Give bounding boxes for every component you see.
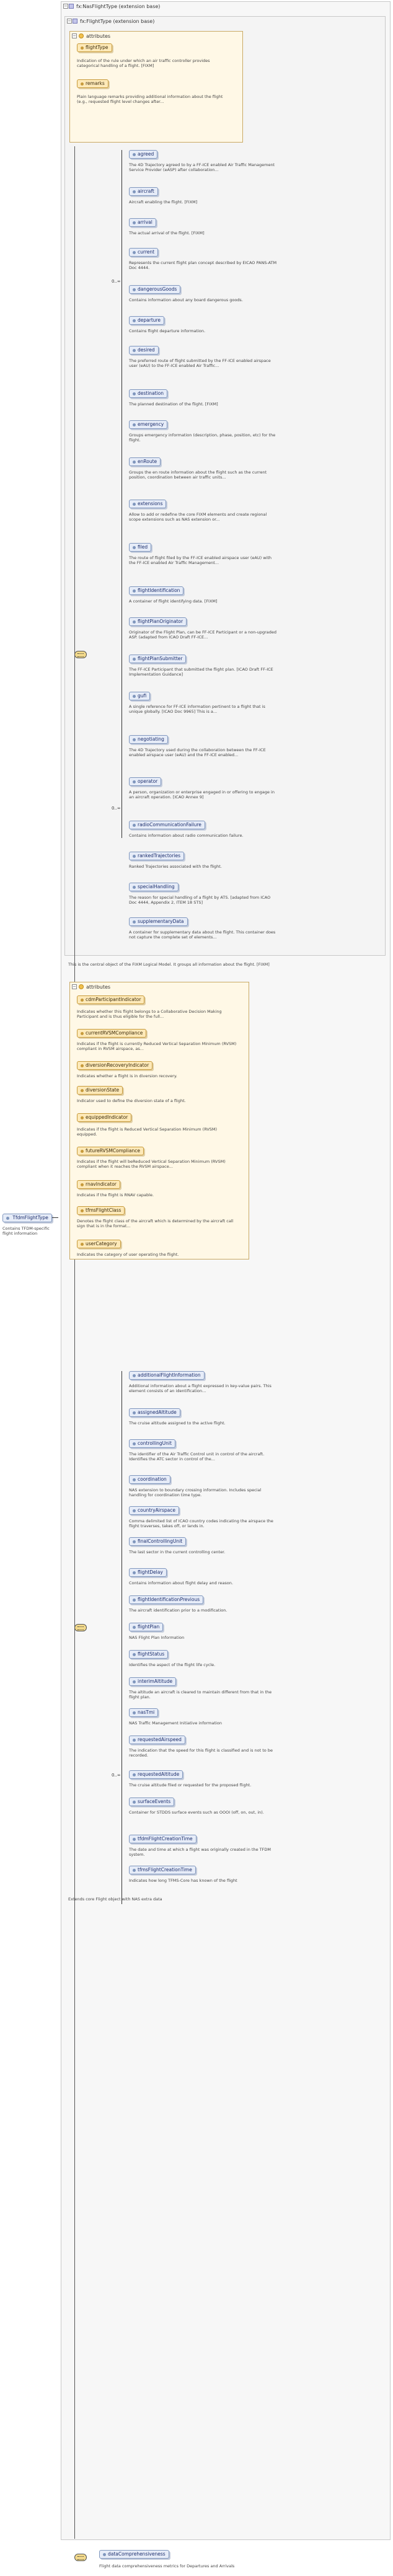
attribute-futureRVSMCompliance[interactable]: [77, 1147, 144, 1155]
element-desc: Contains information about radio communication failure.: [129, 833, 244, 838]
attribute-name: remarks: [86, 81, 105, 86]
main-connector-v: [74, 146, 75, 2539]
element-desired[interactable]: [129, 346, 159, 355]
element-desc: Allow to add or redefine the core FIXM elements and create regional scope extensions such as NAS extension or...: [129, 512, 267, 522]
element-desc: Contains information about flight delay and reason.: [129, 1581, 233, 1586]
element-additionalFlightInformation[interactable]: [129, 1371, 205, 1380]
element-desc: Groups emergency information (description, phase, position, etc) for the flight.: [129, 433, 276, 443]
element-name: tfdmFlightCreationTime: [138, 1836, 193, 1842]
element-name: interimAltitude: [138, 1678, 173, 1684]
element-name: rankedTrajectories: [138, 853, 181, 858]
element-departure[interactable]: [129, 316, 164, 325]
element-name: additionalFlightInformation: [138, 1372, 201, 1378]
attribute-desc: Indicates if the flight is Reduced Vertical Separation Minimum (RVSM) equipped.: [77, 1127, 218, 1137]
element-flightPlan[interactable]: [129, 1623, 163, 1631]
attribute-desc: Plain language remarks providing additional information about the flight (e.g., requested flight level changes after...: [77, 94, 223, 104]
element-aircraft[interactable]: [129, 187, 158, 196]
attributes-label: attributes: [86, 33, 111, 39]
attribute-cdmParticipantIndicator[interactable]: [77, 995, 144, 1004]
element-name: coordination: [138, 1476, 167, 1482]
occurrence-label: 0..∞: [112, 279, 121, 284]
element-name: filed: [138, 544, 148, 550]
collapse-toggle[interactable]: −: [64, 4, 68, 9]
element-desc: Contains information about any board dangerous goods.: [129, 298, 243, 302]
element-desc: The reason for special handling of a flight by ATS. [adapted from ICAO Doc 4444, Appendix 2, ITEM 18 STS]: [129, 895, 271, 905]
element-desc: The 4D Trajectory used during the collaboration between the FF-ICE enabled airspace user (eAU) and the FF-ICE enabled...: [129, 748, 266, 757]
element-destination[interactable]: [129, 389, 167, 398]
element-desc: Container for STDDS surface events such as OOOI (off, on, out, in).: [129, 1810, 264, 1815]
element-name: destination: [138, 390, 164, 396]
attribute-desc: Indicates whether a flight is in diversion recovery.: [77, 1074, 177, 1078]
element-desc: Represents the current flight plan concept described by EICAO PANS-ATM Doc 4444.: [129, 260, 277, 270]
element-name: aircraft: [138, 188, 154, 194]
element-name: requestedAltitude: [138, 1771, 180, 1777]
element-tfdmFlightCreationTime[interactable]: [129, 1835, 196, 1843]
element-desc: NAS Traffic Management Initiative information: [129, 1721, 222, 1726]
attribute-name: diversionRecoveryIndicator: [86, 1062, 149, 1068]
element-desc: The preferred route of flight submitted by the FF-ICE enabled airspace user (eAU) to the FF-ICE enabled Air Traffic...: [129, 358, 271, 368]
element-name: tfmsFlightCreationTime: [138, 1867, 192, 1872]
element-name: radioCommunicationFailure: [138, 822, 201, 827]
element-flightPlanSubmitter[interactable]: [129, 655, 186, 663]
root-type-label: TfdmFlightType: [12, 1215, 48, 1220]
element-requestedAltitude[interactable]: [129, 1770, 183, 1779]
element-name: flightIdentification: [138, 588, 180, 593]
element-desc: A container of flight identifying data. [FIXM]: [129, 599, 218, 604]
attribute-desc: Indicates if the flight is currently Reduced Vertical Separation Minimum (RVSM) compliant in RVSM airspace, as...: [77, 1041, 237, 1051]
element-name: desired: [138, 347, 155, 353]
attribute-name: cdmParticipantIndicator: [86, 997, 141, 1002]
element-desc: Identifies the aspect of the flight life cycle.: [129, 1662, 216, 1667]
element-interimAltitude[interactable]: [129, 1677, 176, 1686]
element-desc: The 4D Trajectory agreed to by a FF-ICE enabled Air Traffic Management Service Provider (eASP) after collaboration...: [129, 162, 275, 172]
collapse-toggle[interactable]: −: [73, 984, 76, 989]
element-assignedAltitude[interactable]: [129, 1408, 180, 1417]
element-desc: The identifier of the Air Traffic Control unit in control of the aircraft. Identifies the ATC sector in control of the...: [129, 1452, 265, 1462]
attribute-currentRVSMCompliance[interactable]: [77, 1029, 146, 1038]
element-desc: Flight data comprehensiveness metrics for Departures and Arrivals: [99, 2564, 235, 2569]
element-name: flightIdentificationPrevious: [138, 1597, 200, 1602]
sequence-icon: [74, 1624, 87, 1631]
element-tfmsFlightCreationTime[interactable]: [129, 1866, 196, 1874]
element-operator[interactable]: [129, 777, 161, 786]
element-desc: Contains flight departure information.: [129, 329, 206, 333]
element-desc: Comma delimited list of ICAO country codes indicating the airspace the flight traverses, takes off, or lands in.: [129, 1519, 273, 1528]
element-name: controllingUnit: [138, 1440, 172, 1446]
outer-panel-desc: Extends core Flight object with NAS extra data: [68, 1897, 162, 1902]
element-dataComprehensiveness[interactable]: [99, 2550, 169, 2559]
root-type-desc: Contains TFDM-specific flight information: [2, 1226, 50, 1236]
collapse-toggle[interactable]: −: [73, 33, 76, 38]
element-current[interactable]: [129, 248, 158, 257]
element-desc: A person, organization or enterprise engaged in or offering to engage in an aircraft operation. [ICAO Annex 9]: [129, 790, 275, 800]
attribute-remarks[interactable]: [77, 79, 108, 88]
sequence-icon: [74, 651, 87, 658]
collapse-toggle[interactable]: −: [68, 19, 71, 24]
attribute-name: rnavIndicator: [86, 1181, 117, 1187]
element-name: requestedAirspeed: [138, 1737, 182, 1742]
element-desc: NAS extension to boundary crossing information. Includes special handling for coordination time type.: [129, 1488, 262, 1498]
attribute-rnavIndicator[interactable]: [77, 1180, 120, 1189]
attribute-desc: Indicates the category of user operating the flight.: [77, 1252, 179, 1257]
attribute-desc: Indicates whether this flight belongs to a Collaborative Decision Making Participant and is thus eligible for the full...: [77, 1009, 222, 1019]
element-name: flightPlan: [138, 1624, 160, 1630]
element-desc: The cruise altitude assigned to the active flight.: [129, 1421, 226, 1426]
element-supplementaryData[interactable]: [129, 917, 188, 926]
element-agreed[interactable]: [129, 150, 157, 159]
element-name: negotiating: [138, 736, 164, 742]
attribute-name: userCategory: [86, 1241, 117, 1246]
element-requestedAirspeed[interactable]: [129, 1736, 185, 1744]
extension-icon: [69, 4, 74, 9]
element-flightStatus[interactable]: [129, 1650, 168, 1659]
element-desc: NAS Flight Plan Information: [129, 1635, 185, 1640]
attributes-icon: [79, 984, 84, 989]
attribute-name: equippedIndicator: [86, 1114, 128, 1120]
element-extensions[interactable]: [129, 500, 166, 508]
attribute-name: diversionState: [86, 1087, 120, 1093]
inner-extension-panel: [64, 16, 386, 956]
element-name: dataComprehensiveness: [108, 2551, 166, 2557]
element-desc: Additional information about a flight expressed in key-value pairs. This element consists of an identification...: [129, 1383, 272, 1393]
element-name: emergency: [138, 421, 164, 427]
attribute-desc: Denotes the flight class of the aircraft which is determined by the aircraft call sign that is in the format...: [77, 1219, 234, 1228]
element-coordination[interactable]: [129, 1475, 170, 1484]
attribute-diversionState[interactable]: [77, 1086, 123, 1095]
element-desc: Indicates how long TFMS-Core has known of the flight: [129, 1878, 237, 1883]
element-desc: The indication that the speed for this flight is classified and is not to be recorded.: [129, 1748, 273, 1758]
element-enRoute[interactable]: [129, 457, 161, 466]
element-negotiating[interactable]: [129, 735, 168, 744]
attribute-name: currentRVSMCompliance: [86, 1030, 143, 1036]
attribute-diversionRecoveryIndicator[interactable]: [77, 1061, 152, 1070]
element-name: departure: [138, 317, 161, 323]
outer-panel-title: fx:NasFlightType (extension base): [76, 4, 161, 9]
element-flightIdentification[interactable]: [129, 586, 183, 595]
element-surfaceEvents[interactable]: [129, 1797, 174, 1806]
element-flightIdentificationPrevious[interactable]: [129, 1595, 203, 1604]
element-gufi[interactable]: [129, 692, 150, 700]
element-name: agreed: [138, 151, 154, 157]
element-desc: The aircraft identification prior to a modification.: [129, 1608, 227, 1613]
element-name: surfaceEvents: [138, 1799, 171, 1804]
attribute-desc: Indicates if the flight is RNAV capable.: [77, 1193, 154, 1198]
element-name: enRoute: [138, 459, 157, 464]
element-name: flightStatus: [138, 1651, 165, 1657]
element-name: extensions: [138, 501, 163, 506]
element-name: flightPlanOriginator: [138, 619, 183, 624]
element-name: gufi: [138, 693, 147, 699]
element-desc: A single reference for FF-ICE information pertinent to a flight that is unique globally. [ICAO Doc 9965] This is a...: [129, 704, 265, 714]
element-name: operator: [138, 779, 158, 784]
element-desc: The last sector in the current controlling center.: [129, 1550, 226, 1555]
attributes-icon: [79, 33, 84, 38]
element-controllingUnit[interactable]: [129, 1439, 175, 1448]
element-specialHandling[interactable]: [129, 883, 179, 891]
connector-line: [52, 1217, 58, 1218]
element-nasTmi[interactable]: [129, 1708, 158, 1717]
branch-connector-v: [121, 150, 122, 838]
element-name: flightDelay: [138, 1569, 163, 1575]
element-name: nasTmi: [138, 1709, 155, 1715]
element-desc: Groups the en route information about the flight such as the current position, coordination between air traffic units...: [129, 470, 267, 480]
element-name: assignedAltitude: [138, 1409, 177, 1415]
element-dangerousGoods[interactable]: [129, 285, 180, 294]
element-countryAirspace[interactable]: [129, 1506, 179, 1515]
element-desc: Ranked Trajectories associated with the flight.: [129, 864, 222, 869]
element-name: flightPlanSubmitter: [138, 656, 183, 661]
attribute-name: futureRVSMCompliance: [86, 1148, 140, 1153]
element-name: supplementaryData: [138, 919, 184, 924]
element-desc: The route of flight filed by the FF-ICE enabled airspace user (eAU) with the FF-ICE enabled Air Traffic Management...: [129, 555, 272, 565]
element-filed[interactable]: [129, 543, 151, 552]
occurrence-label: 0..∞: [112, 1773, 121, 1778]
element-finalControllingUnit[interactable]: [129, 1537, 186, 1546]
inner-panel-title: fx:FlightType (extension base): [80, 19, 155, 24]
sequence-icon: [74, 2554, 87, 2561]
element-flightDelay[interactable]: [129, 1568, 167, 1577]
element-arrival[interactable]: [129, 218, 156, 227]
attribute-name: tfmsFlightClass: [86, 1207, 121, 1213]
attribute-desc: Indicates if the flight will beReduced Vertical Separation Minimum (RVSM) compliant when it reaches the RVSM airspace...: [77, 1159, 226, 1169]
element-desc: The planned destination of the flight. [FIXM]: [129, 402, 218, 407]
element-desc: The date and time at which a flight was originally created in the TFDM system.: [129, 1847, 271, 1857]
attribute-flightType[interactable]: [77, 43, 112, 52]
element-flightPlanOriginator[interactable]: [129, 617, 187, 626]
root-type-box[interactable]: [2, 1214, 52, 1222]
element-emergency[interactable]: [129, 420, 167, 429]
element-desc: Aircraft enabling the flight. [FIXM]: [129, 200, 198, 205]
attribute-desc: Indication of the rule under which an air traffic controller provides categorical handling of a flight. [FIXM]: [77, 58, 210, 68]
attribute-desc: Indicator used to define the diversion state of a flight.: [77, 1098, 186, 1103]
element-desc: The FF-ICE Participant that submitted the flight plan. [ICAO Draft FF-ICE Implementation Guidance]: [129, 667, 273, 677]
attribute-equippedIndicator[interactable]: [77, 1113, 131, 1122]
occurrence-label: 0..∞: [112, 806, 121, 811]
attribute-userCategory[interactable]: [77, 1240, 121, 1248]
element-desc: A container for supplementary data about the flight. This container does not capture the complete set of elements...: [129, 930, 276, 940]
element-name: dangerousGoods: [138, 286, 177, 292]
inner-panel-desc: This is the central object of the FIXM Logical Model. It groups all information about the flight. [FIXM]: [68, 962, 270, 967]
element-name: finalControllingUnit: [138, 1538, 183, 1544]
element-desc: The altitude an aircraft is cleared to maintain different from that in the flight plan.: [129, 1690, 272, 1700]
attribute-tfmsFlightClass[interactable]: [77, 1206, 125, 1215]
element-desc: The cruise altitude filed or requested for the proposed flight.: [129, 1783, 252, 1788]
extension-icon: [73, 19, 77, 24]
branch-connector-v: [121, 1371, 122, 1904]
element-desc: Originator of the Flight Plan, can be FF-ICE Participant or a non-upgraded ASP. (adapted from ICAO Draft FF-ICE...: [129, 630, 276, 640]
attributes-label: attributes: [86, 984, 111, 990]
element-radioCommunicationFailure[interactable]: [129, 821, 205, 829]
element-desc: The actual arrival of the flight. [FIXM]: [129, 231, 205, 236]
element-name: countryAirspace: [138, 1507, 175, 1513]
element-name: arrival: [138, 219, 152, 225]
element-name: specialHandling: [138, 884, 175, 889]
attribute-name: flightType: [86, 45, 108, 50]
element-name: current: [138, 249, 155, 255]
element-rankedTrajectories[interactable]: [129, 852, 184, 860]
